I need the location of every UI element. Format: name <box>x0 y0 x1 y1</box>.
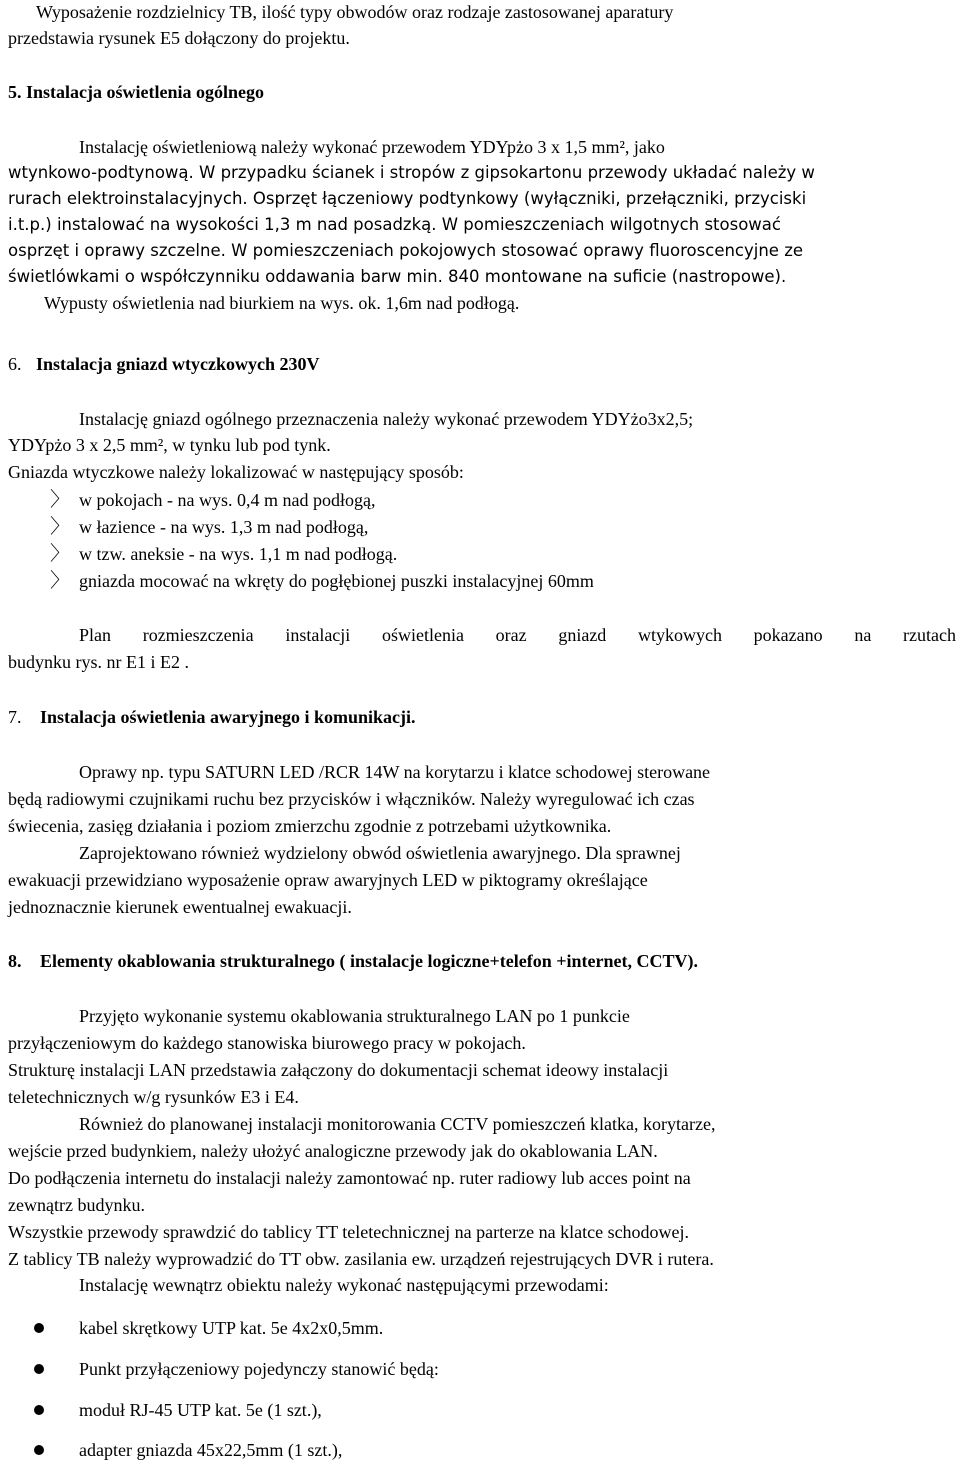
list-item: moduł RJ-45 UTP kat. 5e (1 szt.), <box>79 1400 322 1420</box>
text-line: Wszystkie przewody sprawdzić do tablicy TT teletechnicznej na parterze na klatce schodowej. <box>8 1222 690 1242</box>
section-heading-7: Instalacja oświetlenia awaryjnego i komunikacji. <box>40 707 416 727</box>
list-item: w pokojach - na wys. 0,4 m nad podłogą, <box>79 490 376 510</box>
text-line: będą radiowymi czujnikami ruchu bez przycisków i włączników. Należy wyregulować ich czas <box>8 789 695 809</box>
bullet-icon <box>34 1323 44 1333</box>
chevron-right-icon: 〉 <box>50 489 70 511</box>
chevron-right-icon: 〉 <box>50 516 70 538</box>
text-line: zewnątrz budynku. <box>8 1195 145 1215</box>
text-line: Zaprojektowano również wydzielony obwód oświetlenia awaryjnego. Dla sprawnej <box>79 843 681 863</box>
text-line: Oprawy np. typu SATURN LED /RCR 14W na korytarzu i klatce schodowej sterowane <box>79 762 711 782</box>
text-line: YDYpżo 3 x 2,5 mm², w tynku lub pod tynk. <box>8 435 331 455</box>
text-line: przedstawia rysunek E5 dołączony do projektu. <box>8 28 350 48</box>
text-line: Instalację gniazd ogólnego przeznaczenia należy wykonać przewodem YDYżo3x2,5; <box>79 409 694 429</box>
text-line: Wypusty oświetlenia nad biurkiem na wys. ok. 1,6m nad podłogą. <box>44 293 520 313</box>
text-line: i.t.p.) instalować na wysokości 1,3 m nad posadzką. W pomieszczeniach wilgotnych stosować <box>8 215 781 234</box>
text-line: Przyjęto wykonanie systemu okablowania strukturalnego LAN po 1 punkcie <box>79 1006 630 1026</box>
text-line <box>8 624 956 646</box>
text-line: wejście przed budynkiem, należy ułożyć analogiczne przewody jak do okablowania LAN. <box>8 1141 658 1161</box>
text-line: Również do planowanej instalacji monitorowania CCTV pomieszczeń klatka, korytarze, <box>79 1114 716 1134</box>
bullet-icon <box>34 1364 44 1374</box>
section-heading-8: Elementy okablowania strukturalnego ( instalacje logiczne+telefon +internet, CCTV). <box>40 951 698 971</box>
list-item: w łazience - na wys. 1,3 m nad podłogą, <box>79 517 369 537</box>
chevron-right-icon: 〉 <box>50 570 70 592</box>
bullet-icon <box>34 1405 44 1415</box>
list-item: adapter gniazda 45x22,5mm (1 szt.), <box>79 1440 343 1460</box>
section-heading-5: 5. Instalacja oświetlenia ogólnego <box>8 82 264 102</box>
text-line: jednoznacznie kierunek ewentualnej ewakuacji. <box>8 897 352 917</box>
text-line: wtynkowo-podtynową. W przypadku ścianek i stropów z gipsokartonu przewody układać należy w <box>8 163 815 182</box>
chevron-right-icon: 〉 <box>50 543 70 565</box>
text-line: ewakuacji przewidziano wyposażenie opraw awaryjnych LED w piktogramy określające <box>8 870 648 890</box>
text-line: teletechnicznych w/g rysunków E3 i E4. <box>8 1087 299 1107</box>
text-span: Plan rozmieszczenia instalacji oświetlenia oraz gniazd wtykowych pokazano na rzutach <box>79 625 956 645</box>
text-line: Z tablicy TB należy wyprowadzić do TT obw. zasilania ew. urządzeń rejestrujących DVR i rutera. <box>8 1249 714 1269</box>
text-line: Gniazda wtyczkowe należy lokalizować w następujący sposób: <box>8 462 464 482</box>
text-line: Strukturę instalacji LAN przedstawia załączony do dokumentacji schemat ideowy instalacji <box>8 1060 669 1080</box>
text-line: budynku rys. nr E1 i E2 . <box>8 652 189 672</box>
text-line: osprzęt i oprawy szczelne. W pomieszczeniach pokojowych stosować oprawy fluoroscencyjne ze <box>8 241 804 260</box>
list-item: w tzw. aneksie - na wys. 1,1 m nad podłogą. <box>79 544 398 564</box>
text-line: Instalację wewnątrz obiektu należy wykonać następującymi przewodami: <box>79 1275 609 1295</box>
list-item: kabel skrętkowy UTP kat. 5e 4x2x0,5mm. <box>79 1318 384 1338</box>
section-number-8: 8. <box>8 951 22 971</box>
list-item: Punkt przyłączeniowy pojedynczy stanowić będą: <box>79 1359 439 1379</box>
text-line: świecenia, zasięg działania i poziom zmierzchu zgodnie z potrzebami użytkownika. <box>8 816 612 836</box>
text-line: świetlówkami o współczynniku oddawania barw min. 840 montowane na suficie (nastropowe). <box>8 267 787 286</box>
text-line: Wyposażenie rozdzielnicy TB, ilość typy obwodów oraz rodzaje zastosowanej aparatury <box>36 2 674 22</box>
text-line: rurach elektroinstalacyjnych. Osprzęt łączeniowy podtynkowy (wyłączniki, przełączniki, przyciski <box>8 189 807 208</box>
list-item: gniazda mocować na wkręty do pogłębionej puszki instalacyjnej 60mm <box>79 571 594 591</box>
text-line: Instalację oświetleniową należy wykonać przewodem YDYpżo 3 x 1,5 mm², jako <box>79 137 665 157</box>
text-line: Do podłączenia internetu do instalacji należy zamontować np. ruter radiowy lub acces point na <box>8 1168 691 1188</box>
bullet-icon <box>34 1445 44 1455</box>
section-heading-6: Instalacja gniazd wtyczkowych 230V <box>36 354 320 374</box>
section-number-7: 7. <box>8 707 22 727</box>
text-line: przyłączeniowym do każdego stanowiska biurowego pracy w pokojach. <box>8 1033 526 1053</box>
section-number-6: 6. <box>8 354 22 374</box>
